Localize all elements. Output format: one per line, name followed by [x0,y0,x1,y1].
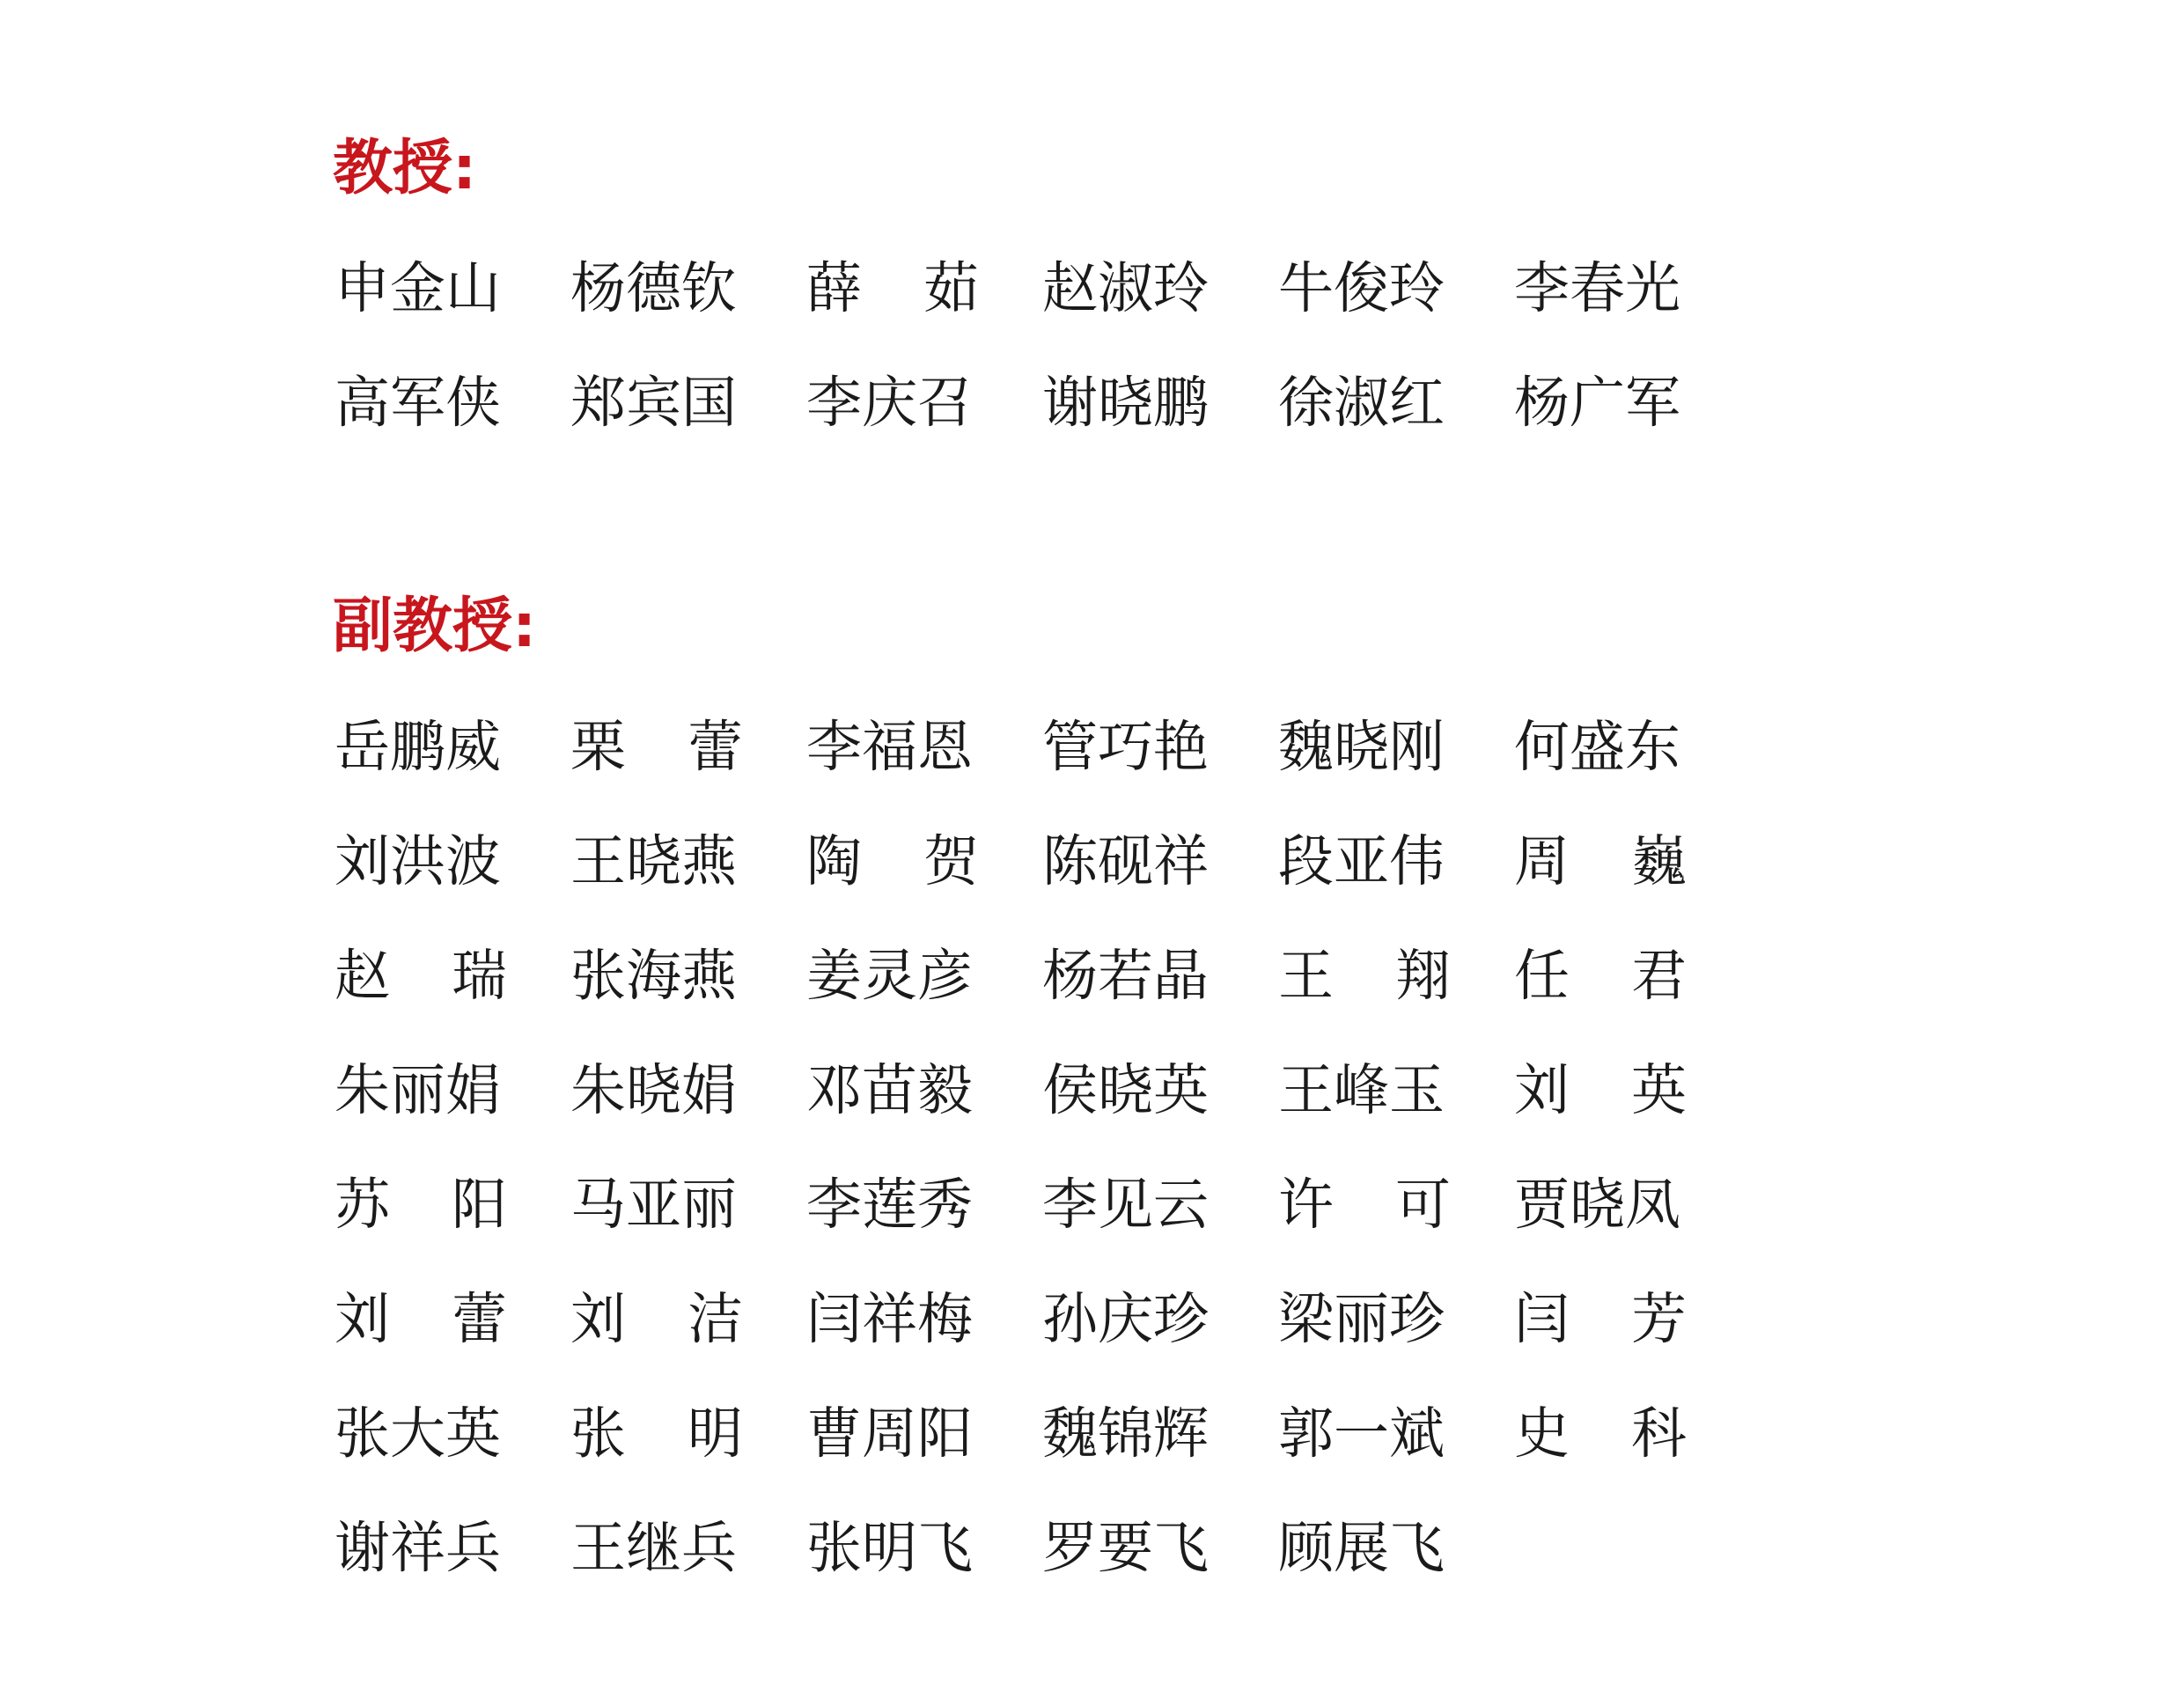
faculty-name: 谢晓鹏 [1042,371,1209,435]
faculty-name: 郑宾国 [570,371,737,435]
professor-names-grid [335,232,1708,460]
faculty-name: 郭一斌 [1278,1401,1445,1466]
faculty-name: 史 科 [1514,1401,1687,1466]
faculty-name: 高军侠 [335,371,501,435]
faculty-name: 赵 瑞 [335,944,507,1008]
faculty-name: 谢祥兵 [335,1516,501,1580]
faculty-name: 朱丽娟 [335,1058,501,1122]
faculty-name: 侯晓英 [1042,1058,1209,1122]
faculty-name: 李庆召 [806,371,973,435]
faculty-name: 任 君 [1514,944,1687,1008]
faculty-name: 张 明 [570,1401,743,1466]
faculty-name: 杨若晶 [1042,944,1209,1008]
faculty-name: 栗 蕾 [570,715,743,779]
faculty-name: 陶 贺 [806,829,979,893]
faculty-name: 罗要飞 [1042,1516,1209,1580]
faculty-name: 刘 蕾 [335,1287,507,1351]
faculty-name: 薛 茹 [806,256,979,320]
associate-professor-names-grid [335,690,1708,1606]
faculty-name: 曹周阳 [806,1401,973,1466]
section-heading-associate-professors: 副教授: [333,592,537,661]
faculty-name: 王 翔 [1278,944,1451,1008]
faculty-name: 邓苗毅 [806,1058,973,1122]
faculty-name: 王继兵 [570,1516,737,1580]
faculty-name: 段亚伟 [1278,829,1445,893]
faculty-name: 管巧艳 [1042,715,1209,779]
faculty-name: 张海燕 [570,944,737,1008]
faculty-name: 王晓燕 [570,829,737,893]
faculty-name: 李见云 [1042,1173,1209,1237]
faculty-name: 李莲秀 [806,1173,973,1237]
faculty-name: 姜灵彦 [806,944,973,1008]
faculty-name: 刘洪波 [335,829,501,893]
faculty-name: 申金山 [335,256,501,320]
faculty-name: 魏晓刚 [1278,715,1445,779]
faculty-name: 魏锦辉 [1042,1401,1209,1466]
faculty-name: 张大英 [335,1401,501,1466]
faculty-name: 赵淑玲 [1042,256,1209,320]
faculty-name: 杨广军 [1514,371,1680,435]
faculty-name: 岳鹏威 [335,715,501,779]
faculty-name: 刘 洁 [570,1287,743,1351]
faculty-name: 刘 英 [1514,1058,1687,1122]
faculty-name: 何盛东 [1514,715,1680,779]
faculty-name: 张明飞 [806,1516,973,1580]
faculty-name: 闫 芳 [1514,1287,1687,1351]
faculty-name: 顾展飞 [1278,1516,1445,1580]
faculty-name: 王峰玉 [1278,1058,1445,1122]
faculty-name: 杨德钦 [570,256,737,320]
faculty-name: 陈砚祥 [1042,829,1209,893]
faculty-name: 徐淑红 [1278,371,1445,435]
faculty-name: 梁丽珍 [1278,1287,1445,1351]
section-heading-professors: 教授: [333,134,477,203]
faculty-name: 马亚丽 [570,1173,737,1237]
faculty-name: 李春光 [1514,256,1680,320]
faculty-name: 李福恩 [806,715,973,779]
faculty-name: 许 可 [1278,1173,1451,1237]
faculty-name: 孙庆珍 [1042,1287,1209,1351]
faculty-name: 贾晓凤 [1514,1173,1680,1237]
faculty-name: 苏 阳 [335,1173,507,1237]
faculty-name: 闫祥梅 [806,1287,973,1351]
faculty-name: 周 巍 [1514,829,1687,893]
faculty-name: 牛俊玲 [1278,256,1445,320]
faculty-name: 朱晓娟 [570,1058,737,1122]
